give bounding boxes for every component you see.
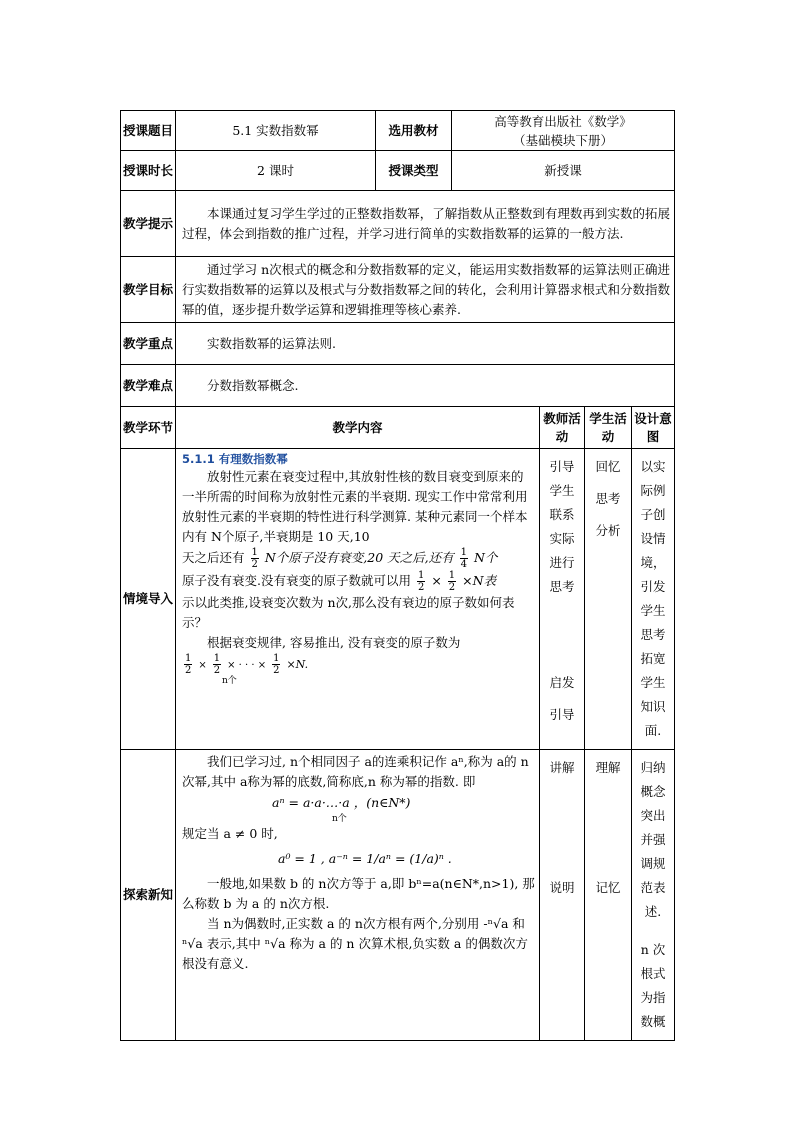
teacher-item: 讲解 <box>549 760 575 775</box>
explore-student <box>585 750 632 1041</box>
student-item: 分析 <box>595 523 621 538</box>
spacer <box>542 780 582 876</box>
hint-text: 本课通过复习学生学过的正整数指数幂，了解指数从正整数到有理数再到实数的拓展过程，体会到指数的推广过程，并学习进行简单的实数指数幂的运算的一般方法. <box>176 191 675 257</box>
intro-p2c: N个 <box>473 550 498 565</box>
frac-num: 1 <box>460 547 467 558</box>
teacher-item: 思考 <box>549 579 575 594</box>
fraction-half <box>417 570 425 593</box>
student-item: 理解 <box>595 760 621 775</box>
explore-p3: 一般地,如果数 b 的 n次方等于 a,即 bⁿ=a(n∈N*,n>1), 那么称数 b 为 a 的 n次方根. <box>182 876 535 911</box>
fraction-half <box>213 653 221 676</box>
textbook-line1: 高等教育出版社《数学》 <box>494 113 632 129</box>
fraction-half <box>184 653 192 676</box>
label-goal: 教学目标 <box>121 257 176 323</box>
intro-teacher <box>540 449 585 750</box>
intro-p6 <box>182 653 535 686</box>
teacher-item: 启发 <box>549 675 575 690</box>
teacher-item: 引导 <box>549 707 575 722</box>
lesson-plan-table <box>120 110 675 1041</box>
explore-p4: 当 n为偶数时,正实数 a 的 n次方根有两个,分别用 -ⁿ√a 和 ⁿ√a 表示,其中 ⁿ√a 称为 a 的 n 次算术根,负实数 a 的偶数次方根没有意义. <box>182 916 528 971</box>
intro-p3c: ×N表 <box>462 573 497 588</box>
label-type: 授课类型 <box>376 151 452 191</box>
teacher-item: 联系 <box>549 507 575 522</box>
duration: 2 课时 <box>176 151 376 191</box>
spacer <box>542 599 582 671</box>
times-sign: × <box>198 660 207 671</box>
intro-p3a: 原子没有衰变.没有衰变的原子数就可以用 <box>182 573 411 588</box>
intro-p4: 示以此类推,设衰变次数为 n次,那么没有衰边的原子数如何表示？ <box>182 595 515 630</box>
textbook <box>452 111 675 151</box>
explore-p1: 我们已学习过, n个相同因子 a的连乘积记作 aⁿ,称为 a的 n 次幂,其中 a称为幂的底数,简称底,n 称为幂的指数. 即 <box>182 754 529 789</box>
n-count-label: n个 <box>332 814 347 824</box>
frac-num: 1 <box>185 653 192 664</box>
explore-teacher <box>540 750 585 1041</box>
design-text-2: n 次根式为指数概 <box>640 942 666 1029</box>
fraction-quarter <box>460 547 468 570</box>
frac-den: 2 <box>448 582 456 593</box>
stage-intro: 情境导入 <box>121 449 176 750</box>
equation-zero-negative: a⁰ = 1 , a⁻ⁿ = 1/aⁿ = (1/a)ⁿ . <box>278 851 452 866</box>
frac-den: 2 <box>273 665 280 676</box>
frac-den: 4 <box>460 559 467 570</box>
frac-num: 1 <box>448 570 456 581</box>
explore-content <box>176 750 540 1041</box>
intro-p2b: N个原子没有衰变,20 天之后,还有 <box>264 550 454 565</box>
col-content: 教学内容 <box>176 407 540 449</box>
fraction-half <box>251 547 259 570</box>
col-student: 学生活动 <box>585 407 632 449</box>
teacher-item: 引导 <box>549 459 575 474</box>
label-duration: 授课时长 <box>121 151 176 191</box>
label-key: 教学重点 <box>121 323 176 365</box>
teacher-item: 实际 <box>549 531 575 546</box>
frac-den: 2 <box>213 665 221 676</box>
intro-p2 <box>182 547 535 570</box>
student-item: 回忆 <box>595 459 621 474</box>
label-textbook: 选用教材 <box>376 111 452 151</box>
times-sign: × <box>431 573 442 588</box>
frac-den: 2 <box>251 559 258 570</box>
label-title: 授课题目 <box>121 111 176 151</box>
equation-power: aⁿ = a·a·…·a ，(n∈N*) <box>272 795 411 810</box>
difficulty-text: 分数指数幂概念. <box>176 365 675 407</box>
fraction-half <box>272 653 280 676</box>
intro-design: 以实际例子创设情境，引发学生思考拓宽学生知识面. <box>632 449 675 750</box>
n-count-label: n个 <box>222 676 237 686</box>
intro-p6-dots: × · · · × <box>227 660 267 671</box>
student-item: 思考 <box>595 491 621 506</box>
stage-explore: 探索新知 <box>121 750 176 1041</box>
fraction-half <box>448 570 456 593</box>
goal-text: 通过学习 n次根式的概念和分数指数幂的定义，能运用实数指数幂的运算法则正确进行实数指数幂的运算以及根式与分数指数幂之间的转化，会利用计算器求根式和分数指数幂的值，逐步提升数学运算和逻辑推理等核心素养. <box>176 257 675 323</box>
student-item: 记忆 <box>595 880 621 895</box>
design-text: 归纳概念突出并强调规范表述. <box>640 760 666 919</box>
intro-content <box>176 449 540 750</box>
frac-num: 1 <box>213 653 221 664</box>
label-hint: 教学提示 <box>121 191 176 257</box>
lesson-title: 5.1 实数指数幂 <box>176 111 376 151</box>
textbook-line2: （基础模块下册） <box>513 132 614 148</box>
col-design: 设计意图 <box>632 407 675 449</box>
key-text: 实数指数幂的运算法则. <box>176 323 675 365</box>
teacher-item: 说明 <box>549 880 575 895</box>
explore-design <box>632 750 675 1041</box>
frac-num: 1 <box>251 547 258 558</box>
frac-num: 1 <box>273 653 280 664</box>
intro-student <box>585 449 632 750</box>
frac-den: 2 <box>185 665 192 676</box>
label-difficulty: 教学难点 <box>121 365 176 407</box>
intro-p6b: ×N. <box>286 658 309 671</box>
intro-p3 <box>182 570 535 593</box>
intro-p5: 根据衰变规律, 容易推出, 没有衰变的原子数为 <box>207 635 461 650</box>
frac-den: 2 <box>417 582 425 593</box>
teacher-item: 学生 <box>549 483 575 498</box>
col-stage: 教学环节 <box>121 407 176 449</box>
spacer <box>587 780 629 876</box>
section-title: 5.1.1 有理数指数幂 <box>182 452 288 466</box>
intro-p2a: 天之后还有 <box>182 550 245 565</box>
col-teacher: 教师活动 <box>540 407 585 449</box>
frac-num: 1 <box>417 570 425 581</box>
explore-p2: 规定当 a ≠ 0 时, <box>182 826 278 841</box>
teacher-item: 进行 <box>549 555 575 570</box>
intro-p1: 放射性元素在衰变过程中,其放射性核的数目衰变到原来的一半所需的时间称为放射性元素的半衰期. 现实工作中常常利用放射性元素的半衰期的特性进行科学测算. 某种元素同一个样本内有 N个原子,半衰期是 10 天,10 <box>182 469 528 544</box>
lesson-type: 新授课 <box>452 151 675 191</box>
